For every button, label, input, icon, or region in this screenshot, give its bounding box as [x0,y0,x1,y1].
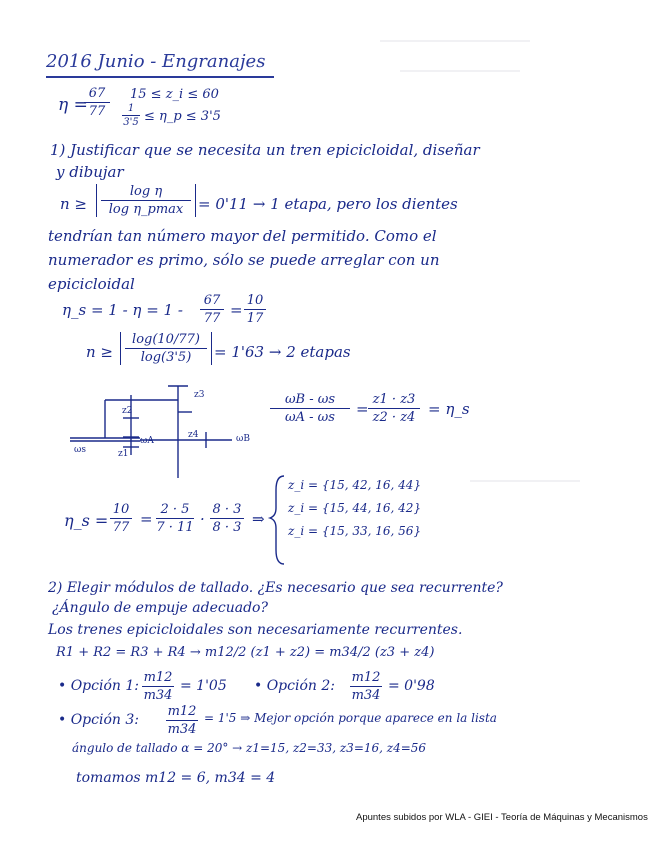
etas-denominator: 77 [203,311,221,326]
option3-denominator: m34 [167,722,197,737]
factor-f2-denominator: 7 · 11 [156,520,194,535]
option2-fraction [350,670,382,703]
factor-f3-numerator: 8 · 3 [212,502,242,517]
section1-text-2: numerador es primo, sólo se puede arreglar con un [48,251,440,269]
section1-heading-cont: y dibujar [56,163,124,181]
section2-text-1: Los trenes epicicloidales son necesariamente recurrentes. [48,622,463,638]
fraction-bar [142,686,174,687]
option1-numerator: m12 [143,670,173,685]
label-z4: z4 [188,430,199,440]
label-ws: ωs [74,445,86,455]
option3-fraction [166,704,198,737]
label-z1: z1 [118,449,129,459]
curly-brace [270,476,284,564]
factor-dot: · [200,510,205,528]
willis-mid-numerator: z1 · z3 [372,392,416,407]
tooth-option-3: z_i = {15, 33, 16, 56} [288,524,422,538]
factor-arrow: ⇒ [252,510,265,528]
option1-value: = 1'05 [180,678,227,694]
option1-label: • Opción 1: [58,678,139,694]
factor-equals: = [140,510,153,528]
option2-denominator: m34 [351,688,381,703]
eta-numerator: 67 [88,86,106,101]
etas-numerator: 67 [203,293,221,308]
section1-heading: 1) Justificar que se necesita un tren epicicloidal, diseñar [50,141,480,159]
log-denominator: log η_pmax [108,202,184,217]
willis-equals: = [356,400,369,418]
tooth-option-1: z_i = {15, 42, 16, 44} [288,478,422,492]
footer-credit: Apuntes subidos por WLA - GIEI - Teoría de Máquinas y Mecanismos [356,812,648,823]
fraction-bar [166,720,198,721]
label-z2: z2 [122,406,133,416]
option3-numerator: m12 [167,704,197,719]
option3-value: = 1'5 ⇒ Mejor opción porque aparece en la lista [204,711,497,725]
etap-range: ≤ η_p ≤ 3'5 [144,109,221,124]
etap-low-numerator: 1 [127,103,135,114]
section2-heading-cont: ¿Ángulo de empuje adecuado? [52,600,268,616]
etas-equation: η_s = 1 - η = 1 - [62,301,183,319]
factor-f3-denominator: 8 · 3 [212,520,242,535]
eta-denominator: 77 [88,104,106,119]
section1-text-3: epicicloidal [48,275,135,293]
n-result-2: = 1'63 → 2 etapas [214,343,351,361]
option1-denominator: m34 [143,688,173,703]
factor-f2-numerator: 2 · 5 [160,502,190,517]
label-wa: ωA [140,436,154,446]
willis-mid-denominator: z2 · z4 [372,410,416,425]
n2-inequality-lhs: n ≥ [86,343,113,361]
final-modules: tomamos m12 = 6, m34 = 4 [76,770,276,786]
option3-label: • Opción 3: [58,712,139,728]
log2-denominator: log(3'5) [140,350,192,365]
tooth-range: 15 ≤ z_i ≤ 60 [130,87,219,102]
n-inequality-lhs: n ≥ [60,195,87,213]
etas-equals: = [230,301,243,319]
etas-result-denominator: 17 [246,311,264,326]
log2-numerator: log(10/77) [132,332,200,347]
section2-heading: 2) Elegir módulos de tallado. ¿Es necesario que sea recurrente? [48,580,503,596]
label-z3: z3 [194,390,205,400]
eta-lhs: η = [58,95,88,115]
n-result-1: = 0'11 → 1 etapa, pero los dientes [198,195,458,213]
section1-text-1: tendrían tan número mayor del permitido. Como el [48,227,437,245]
factor-lhs: η_s = [64,511,109,530]
willis-lhs-denominator: ωA - ωs [285,410,335,425]
page-title: 2016 Junio - Engranajes [46,51,266,72]
pressure-angle-line: ángulo de tallado α = 20° → z1=15, z2=33, z3=16, z4=56 [72,741,427,755]
etas-result-numerator: 10 [246,293,264,308]
label-wb: ωB [236,434,250,444]
factor-f1-denominator: 77 [112,520,130,535]
factor-f1-numerator: 10 [112,502,130,517]
option1-fraction [142,670,174,703]
willis-lhs-numerator: ωB - ωs [284,392,336,407]
option2-value: = 0'98 [388,678,435,694]
log-numerator: log η [129,184,163,199]
willis-rhs: = η_s [428,400,470,418]
option2-numerator: m12 [351,670,381,685]
option2-label: • Opción 2: [254,678,335,694]
etap-low-denominator: 3'5 [123,117,139,128]
section2-eq-1: R1 + R2 = R3 + R4 → m12/2 (z1 + z2) = m34/2 (z3 + z4) [56,645,435,660]
tooth-option-2: z_i = {15, 44, 16, 42} [288,501,422,515]
fraction-bar [350,686,382,687]
